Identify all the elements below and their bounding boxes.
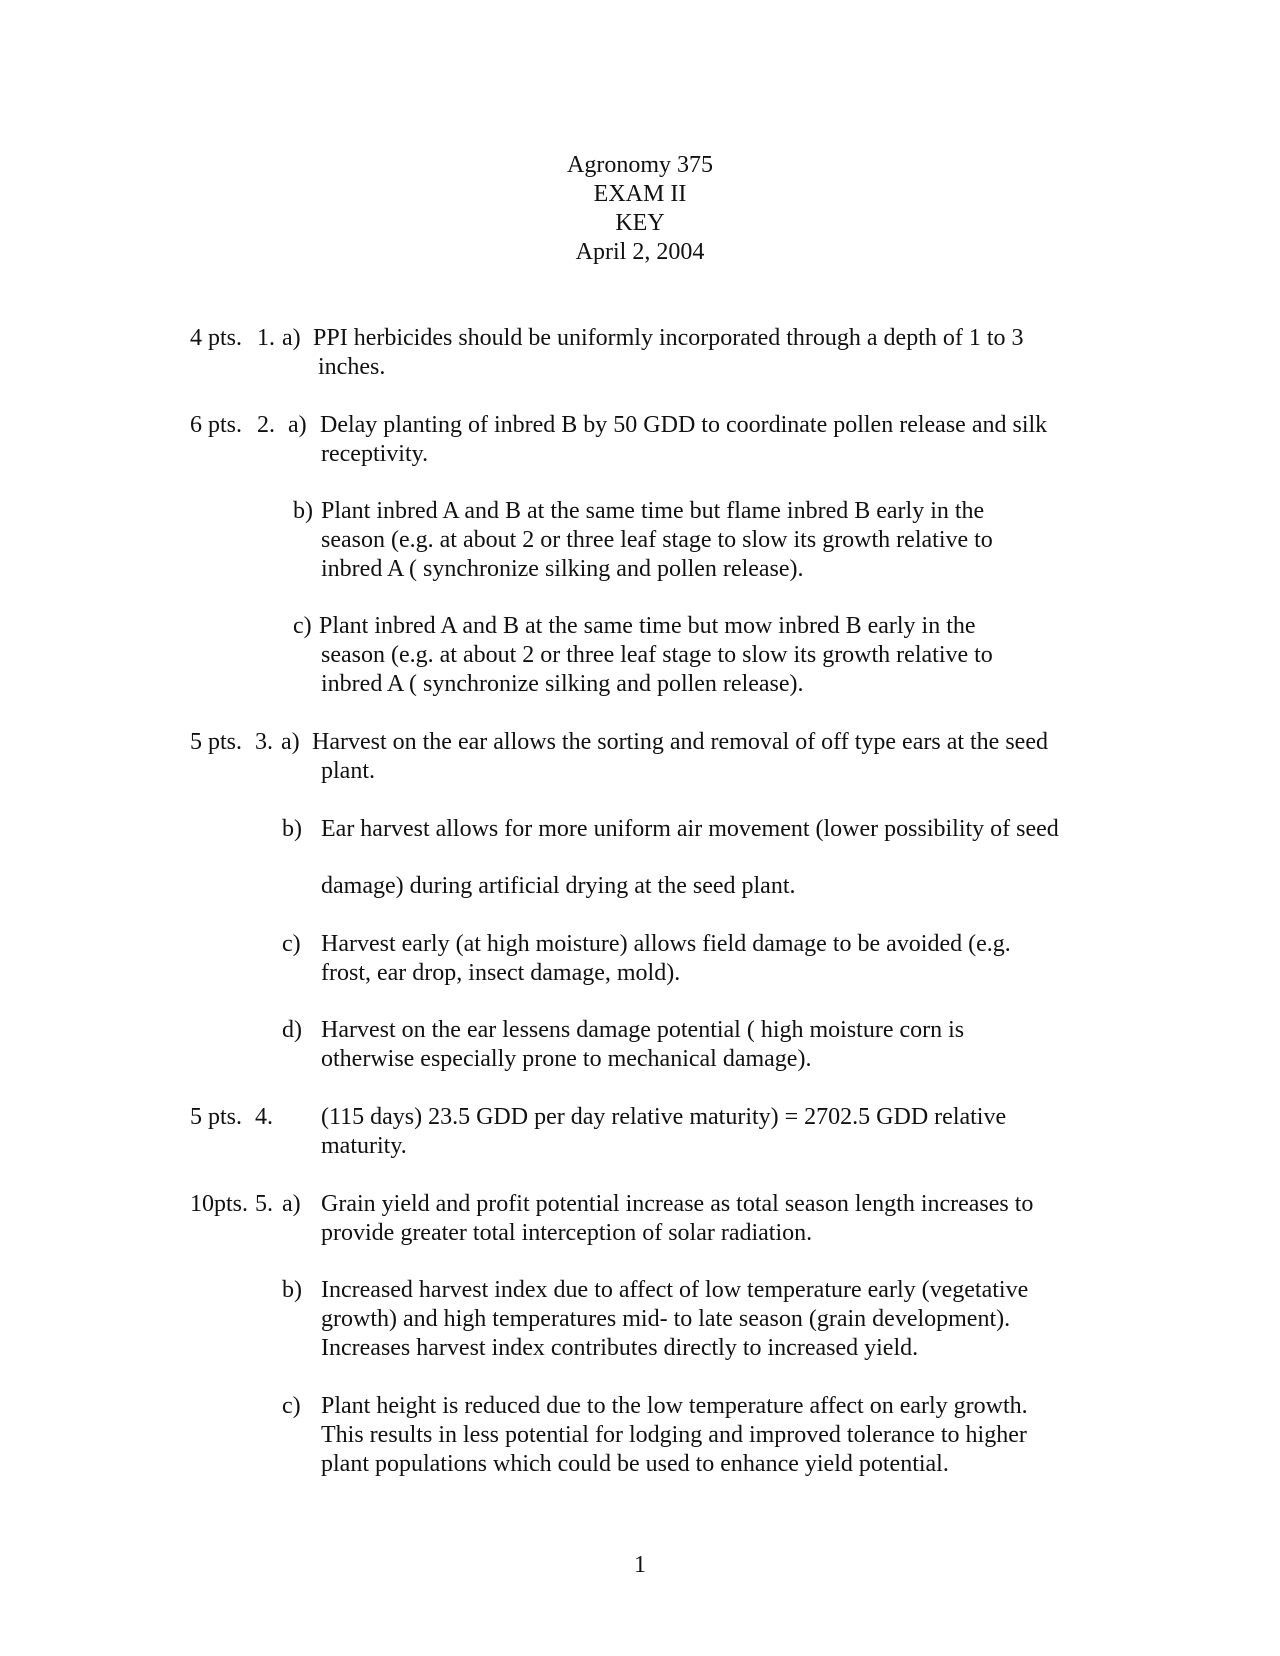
q5-number: 5.	[255, 1191, 273, 1217]
q4-points: 5 pts.	[190, 1104, 243, 1130]
q2-c-line-3: inbred A ( synchronize silking and pollen release).	[321, 671, 804, 697]
q3-d-label: d)	[282, 1017, 302, 1043]
q2-b-line-1: Plant inbred A and B at the same time but flame inbred B early in the	[321, 498, 985, 524]
q2-number: 2.	[257, 412, 275, 438]
q3-a-line-2: plant.	[321, 758, 375, 784]
q3-d-line-1: Harvest on the ear lessens damage potential ( high moisture corn is	[321, 1017, 965, 1043]
q1-a-line-1: PPI herbicides should be uniformly incorporated through a depth of 1 to 3	[313, 325, 1024, 351]
q3-b-label: b)	[282, 816, 302, 842]
q5-b-label: b)	[282, 1277, 302, 1303]
exam-date: April 2, 2004	[575, 239, 705, 265]
q2-c-label: c)	[293, 613, 312, 639]
q2-b-line-3: inbred A ( synchronize silking and pollen release).	[321, 556, 804, 582]
course-title: Agronomy 375	[567, 152, 713, 178]
q5-a-line-1: Grain yield and profit potential increase as total season length increases to	[321, 1191, 1034, 1217]
q3-d-line-2: otherwise especially prone to mechanical damage).	[321, 1046, 812, 1072]
q5-b-line-1: Increased harvest index due to affect of low temperature early (vegetative	[321, 1277, 1029, 1303]
q3-c-line-2: frost, ear drop, insect damage, mold).	[321, 960, 681, 986]
key-title: KEY	[615, 210, 665, 236]
q1-a-label: a)	[282, 325, 301, 351]
q2-a-label: a)	[288, 412, 307, 438]
q3-a-label: a)	[281, 729, 300, 755]
q3-points: 5 pts.	[190, 729, 243, 755]
q5-c-line-2: This results in less potential for lodging and improved tolerance to higher	[321, 1422, 1027, 1448]
q1-number: 1.	[257, 325, 275, 351]
q2-b-line-2: season (e.g. at about 2 or three leaf stage to slow its growth relative to	[321, 527, 993, 553]
q5-points: 10pts.	[190, 1191, 249, 1217]
q4-line-1: (115 days) 23.5 GDD per day relative maturity) = 2702.5 GDD relative	[321, 1104, 1007, 1130]
q4-line-2: maturity.	[321, 1133, 407, 1159]
exam-title: EXAM II	[593, 181, 687, 207]
q1-points: 4 pts.	[190, 325, 243, 351]
q5-c-line-1: Plant height is reduced due to the low temperature affect on early growth.	[321, 1393, 1028, 1419]
q2-b-label: b)	[293, 498, 313, 524]
q2-c-line-2: season (e.g. at about 2 or three leaf stage to slow its growth relative to	[321, 642, 993, 668]
q2-a-line-1: Delay planting of inbred B by 50 GDD to coordinate pollen release and silk	[320, 412, 1048, 438]
q3-b-line-2: damage) during artificial drying at the seed plant.	[321, 873, 796, 899]
q4-number: 4.	[255, 1104, 273, 1130]
q3-number: 3.	[255, 729, 273, 755]
q3-c-line-1: Harvest early (at high moisture) allows field damage to be avoided (e.g.	[321, 931, 1011, 957]
q5-c-label: c)	[282, 1393, 301, 1419]
q5-b-line-2: growth) and high temperatures mid- to late season (grain development).	[321, 1306, 1011, 1332]
q3-c-label: c)	[282, 931, 301, 957]
q5-a-line-2: provide greater total interception of solar radiation.	[321, 1220, 813, 1246]
q2-a-line-2: receptivity.	[321, 441, 429, 467]
q5-a-label: a)	[282, 1191, 301, 1217]
q3-a-line-1: Harvest on the ear allows the sorting and removal of off type ears at the seed	[312, 729, 1048, 755]
q3-b-line-1: Ear harvest allows for more uniform air movement (lower possibility of seed	[321, 816, 1059, 842]
page-number: 1	[634, 1552, 646, 1578]
q1-a-line-2: inches.	[318, 354, 386, 380]
q2-c-line-1: Plant inbred A and B at the same time but mow inbred B early in the	[319, 613, 976, 639]
document-header	[0, 151, 1280, 267]
q5-b-line-3: Increases harvest index contributes directly to increased yield.	[321, 1335, 919, 1361]
q2-points: 6 pts.	[190, 412, 243, 438]
q5-c-line-3: plant populations which could be used to enhance yield potential.	[321, 1451, 949, 1477]
